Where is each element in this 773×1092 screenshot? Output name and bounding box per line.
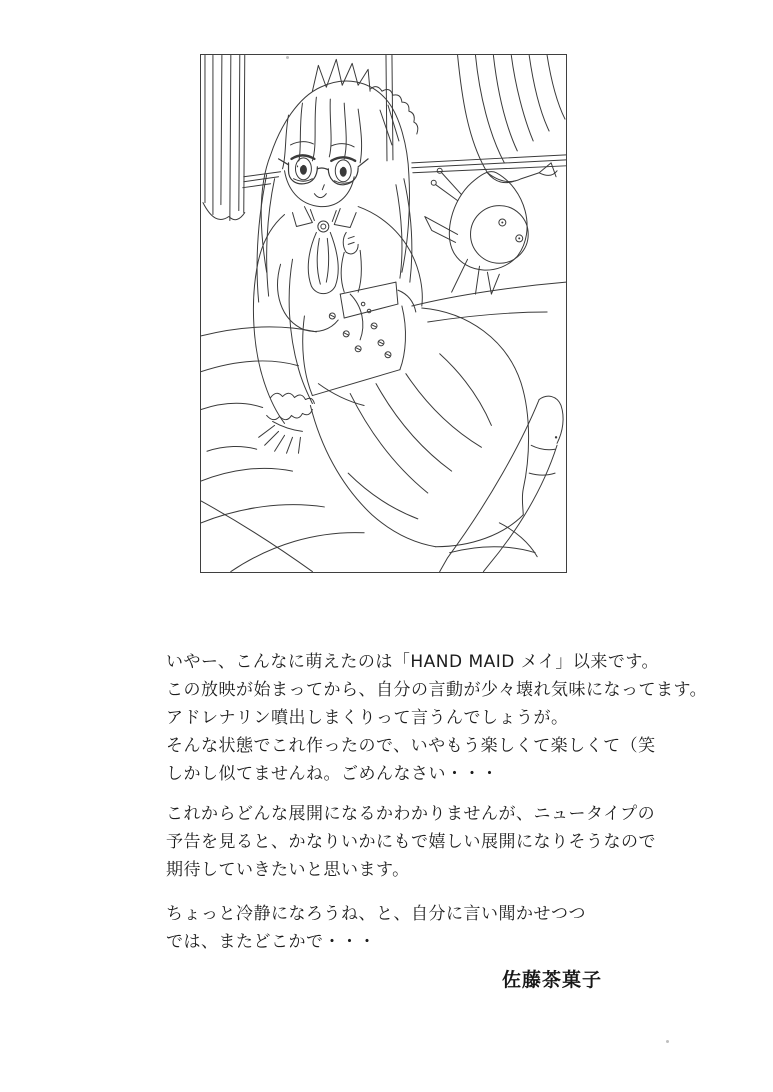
afterword-line: アドレナリン噴出しまくりって言うんでしょうが。 (166, 708, 569, 728)
girl-body-drawing (253, 207, 422, 424)
left-curtain-drawing (203, 55, 245, 220)
bed-edge-drawing (412, 282, 566, 306)
afterword-paragraph (166, 800, 656, 884)
afterword-line: 期待していきたいと思います。 (166, 860, 410, 880)
artist-signature: 佐藤茶菓子 (501, 969, 602, 991)
afterword-line: これからどんな展開になるかわかりませんが、ニュータイプの (166, 804, 656, 824)
bed-sheet-wrinkles-drawing (201, 312, 555, 572)
afterword-line: いやー、こんなに萌えたのは「HAND MAID メイ」以来です。 (166, 652, 660, 672)
afterword-line: この放映が始まってから、自分の言動が少々壊れ気味になってます。 (166, 680, 708, 700)
afterword-line: しかし似てませんね。ごめんなさい・・・ (166, 764, 499, 784)
afterword-line: では、またどこかで・・・ (166, 932, 376, 952)
afterword-line: ちょっと冷静になろうね、と、自分に言い聞かせつつ (166, 904, 586, 924)
afterword-paragraph (166, 648, 708, 788)
collar-ribbon-drawing (292, 207, 356, 294)
mascot-creature-drawing (425, 168, 528, 294)
afterword-line: そんな状態でこれ作ったので、いやもう楽しくて楽しくて（笑 (166, 736, 656, 756)
skirt-drawing (310, 308, 528, 547)
window-drawing (243, 55, 566, 187)
scan-speck (286, 56, 289, 59)
girl-hair-drawing (257, 59, 418, 302)
glasses-drawing (279, 159, 369, 185)
artwork-frame (200, 54, 567, 573)
right-curtain-drawing (458, 55, 565, 182)
vest-drawing (303, 306, 406, 396)
afterword-paragraph (166, 900, 648, 956)
hand-on-bed-drawing (259, 393, 315, 453)
girl-face-drawing (285, 142, 356, 207)
scan-speck (666, 1040, 669, 1043)
afterword-text-block (166, 648, 708, 994)
afterword-line: 予告を見ると、かなりいかにもで嬉しい展開になりそうなので (166, 832, 656, 852)
line-art-illustration (201, 55, 566, 572)
